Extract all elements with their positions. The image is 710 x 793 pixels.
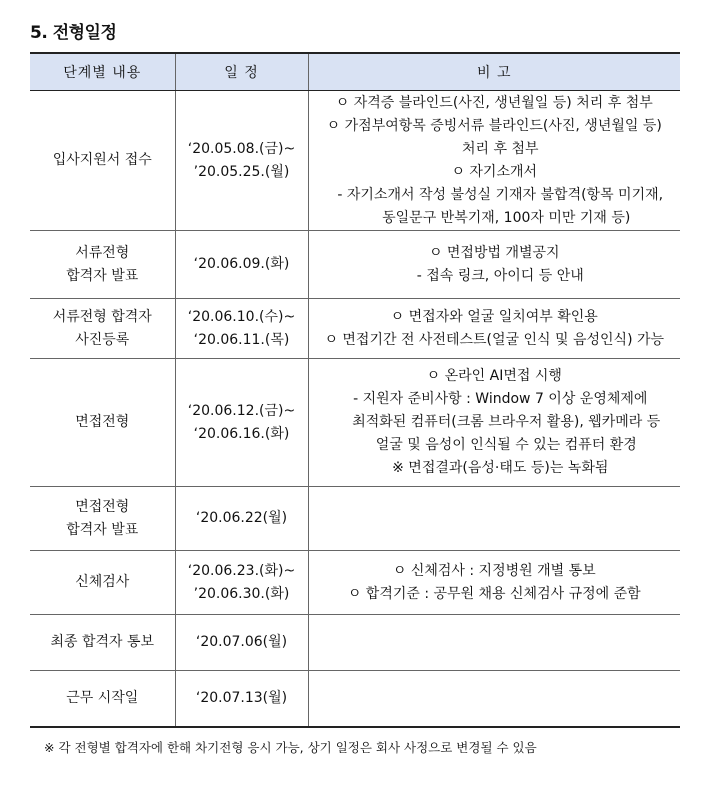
- note-line: ㅇ 자기소개서: [451, 163, 538, 180]
- stage-cell: [30, 487, 175, 551]
- date-cell: [175, 359, 308, 487]
- note-line: 동일문구 반복기재, 100자 미만 기재 등): [382, 209, 631, 226]
- notes-cell: [308, 671, 680, 727]
- date-line: ‘20.06.23.(화)~: [187, 562, 296, 579]
- note-line: ㅇ 면접방법 개별공지: [428, 244, 560, 261]
- table-row: [30, 231, 680, 299]
- note-line: ㅇ 온라인 AI면접 시행: [426, 368, 562, 384]
- table-row: [30, 91, 680, 231]
- schedule-table: [30, 52, 680, 728]
- table-row: [30, 299, 680, 359]
- note-line: - 지원자 준비사항 : Window 7 이상 운영체제에: [353, 391, 648, 407]
- stage-line: 서류전형: [75, 244, 130, 261]
- date-line: ‘20.06.09.(화): [193, 256, 290, 272]
- stage-cell: [30, 299, 175, 359]
- stage-cell: [30, 615, 175, 671]
- note-line: ※ 면접결과(음성·태도 등)는 녹화됨: [392, 460, 609, 476]
- date-cell: [175, 615, 308, 671]
- footer-note: ※ 각 전형별 합격자에 한해 차기전형 응시 가능, 상기 일정은 회사 사정으로 변경될 수 있음: [44, 740, 537, 755]
- stage-cell: [30, 551, 175, 615]
- notes-cell: [308, 551, 680, 615]
- stage-line: 합격자 발표: [66, 267, 139, 284]
- header-date: 일 정: [175, 53, 308, 91]
- date-cell: [175, 671, 308, 727]
- notes-cell: [308, 299, 680, 359]
- date-cell: [175, 91, 308, 231]
- table-header-row: [30, 53, 680, 91]
- header-stage: 단계별 내용: [30, 53, 175, 91]
- stage-line: 면접전형: [75, 498, 130, 515]
- header-notes: 비 고: [308, 53, 680, 91]
- notes-cell: [308, 359, 680, 487]
- note-line: - 자기소개서 작성 불성실 기재자 불합격(항목 미기재,: [337, 186, 664, 203]
- date-line: ‘20.07.13(월): [195, 689, 288, 706]
- date-line: ’20.06.30.(화): [193, 585, 290, 602]
- table-row: [30, 359, 680, 487]
- note-line: 최적화된 컴퓨터(크롬 브라우저 활용), 웹카메라 등: [352, 414, 661, 430]
- stage-line: 입사지원서 접수: [52, 152, 152, 168]
- note-line: ㅇ 가점부여항목 증빙서류 블라인드(사진, 생년월일 등): [326, 117, 662, 134]
- stage-line: 신체검사: [75, 574, 130, 590]
- note-line: 처리 후 첨부: [461, 140, 539, 157]
- notes-cell: [308, 231, 680, 299]
- note-line: ㅇ 신체검사 : 지정병원 개별 통보: [392, 562, 596, 579]
- note-line: 얼굴 및 음성이 인식될 수 있는 컴퓨터 환경: [375, 437, 637, 453]
- notes-cell: [308, 615, 680, 671]
- note-line: - 접속 링크, 아이디 등 안내: [416, 267, 584, 284]
- date-line: ‘20.07.06(월): [195, 634, 288, 650]
- date-line: ‘20.06.16.(화): [193, 425, 290, 442]
- date-line: ‘20.05.08.(금)~: [187, 140, 296, 157]
- stage-cell: [30, 231, 175, 299]
- date-line: ‘20.06.22(월): [195, 510, 288, 526]
- note-line: ㅇ 면접자와 얼굴 일치여부 확인용: [390, 308, 598, 325]
- stage-line: 사진등록: [75, 331, 130, 348]
- note-line: ㅇ 자격증 블라인드(사진, 생년월일 등) 처리 후 첨부: [335, 94, 653, 111]
- note-line: ㅇ 합격기준 : 공무원 채용 신체검사 규정에 준함: [347, 585, 641, 602]
- section-title: 5. 전형일정: [30, 23, 117, 43]
- stage-cell: [30, 359, 175, 487]
- date-cell: [175, 231, 308, 299]
- stage-line: 면접전형: [75, 414, 130, 430]
- stage-cell: [30, 91, 175, 231]
- date-line: ‘20.06.10.(수)~: [187, 308, 296, 325]
- stage-line: 최종 합격자 통보: [50, 634, 155, 650]
- table-row: [30, 551, 680, 615]
- date-line: ‘20.06.12.(금)~: [187, 402, 296, 419]
- date-cell: [175, 299, 308, 359]
- notes-cell: [308, 91, 680, 231]
- table-row: [30, 615, 680, 671]
- note-line: ㅇ 면접기간 전 사전테스트(얼굴 인식 및 음성인식) 가능: [324, 331, 665, 348]
- stage-line: 서류전형 합격자: [52, 308, 152, 325]
- date-line: ‘20.06.11.(목): [193, 331, 290, 348]
- table-row: [30, 487, 680, 551]
- date-cell: [175, 551, 308, 615]
- date-cell: [175, 487, 308, 551]
- stage-line: 합격자 발표: [66, 521, 139, 538]
- stage-line: 근무 시작일: [66, 689, 139, 706]
- notes-cell: [308, 487, 680, 551]
- stage-cell: [30, 671, 175, 727]
- date-line: ’20.05.25.(월): [193, 163, 290, 180]
- table-row: [30, 671, 680, 727]
